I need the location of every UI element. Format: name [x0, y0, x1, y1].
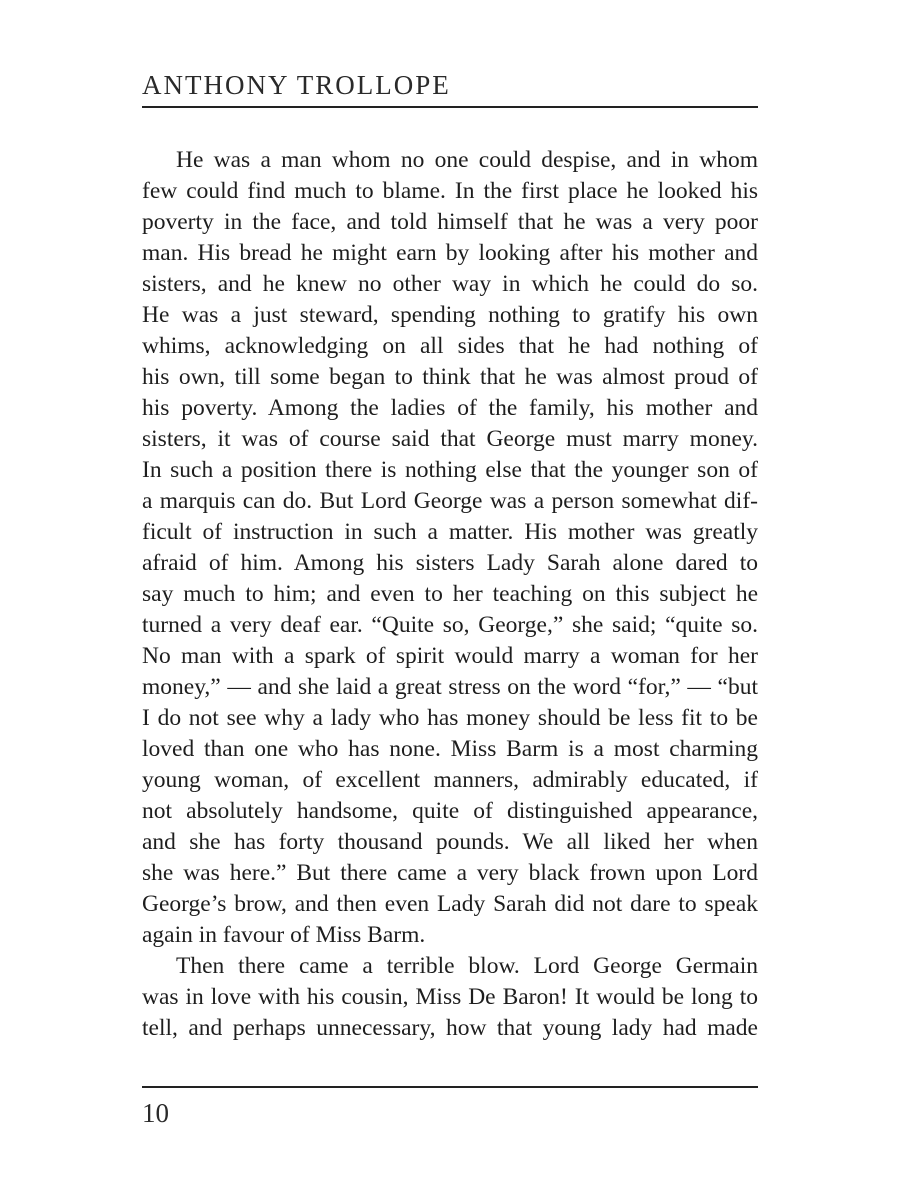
- text-line: I do not see why a lady who has money should be less fit to be: [142, 705, 758, 731]
- text-line: loved than one who has none. Miss Barm is a most charming: [142, 736, 758, 762]
- text-line: a marquis can do. But Lord George was a person somewhat dif-: [142, 488, 758, 514]
- text-line: whims, acknowledging on all sides that he had nothing of: [142, 333, 758, 359]
- text-line: sisters, it was of course said that George must marry money.: [142, 426, 758, 452]
- text-line: say much to him; and even to her teaching on this subject he: [142, 581, 758, 607]
- text-line: money,” — and she laid a great stress on the word “for,” — “but: [142, 674, 758, 700]
- text-line: afraid of him. Among his sisters Lady Sarah alone dared to: [142, 550, 758, 576]
- text-line: his poverty. Among the ladies of the family, his mother and: [142, 395, 758, 421]
- footer-rule: [142, 1086, 758, 1088]
- body-text: [142, 145, 758, 1044]
- text-line: his own, till some began to think that he was almost proud of: [142, 364, 758, 390]
- text-line: poverty in the face, and told himself that he was a very poor: [142, 209, 758, 235]
- text-line: again in favour of Miss Barm.: [142, 922, 426, 948]
- text-line: young woman, of excellent manners, admirably educated, if: [142, 767, 758, 793]
- running-head-author: ANTHONY TROLLOPE: [142, 70, 451, 100]
- text-line: turned a very deaf ear. “Quite so, George,” she said; “quite so.: [142, 612, 758, 638]
- text-line: He was a man whom no one could despise, and in whom: [176, 147, 758, 173]
- text-line: Then there came a terrible blow. Lord George Germain: [176, 953, 758, 979]
- header-rule: [142, 106, 758, 108]
- text-line: and she has forty thousand pounds. We all liked her when: [142, 829, 758, 855]
- text-line: she was here.” But there came a very black frown upon Lord: [142, 860, 758, 886]
- text-line: was in love with his cousin, Miss De Baron! It would be long to: [142, 984, 758, 1010]
- text-line: ficult of instruction in such a matter. His mother was greatly: [142, 519, 758, 545]
- text-line: No man with a spark of spirit would marry a woman for her: [142, 643, 758, 669]
- text-line: not absolutely handsome, quite of distinguished appearance,: [142, 798, 758, 824]
- text-line: George’s brow, and then even Lady Sarah did not dare to speak: [142, 891, 758, 917]
- text-line: sisters, and he knew no other way in which he could do so.: [142, 271, 758, 297]
- text-line: few could find much to blame. In the first place he looked his: [142, 178, 758, 204]
- text-line: man. His bread he might earn by looking after his mother and: [142, 240, 758, 266]
- text-line: tell, and perhaps unnecessary, how that young lady had made: [142, 1015, 758, 1041]
- text-line: In such a position there is nothing else that the younger son of: [142, 457, 758, 483]
- page-number: 10: [142, 1098, 169, 1128]
- text-line: He was a just steward, spending nothing to gratify his own: [142, 302, 758, 328]
